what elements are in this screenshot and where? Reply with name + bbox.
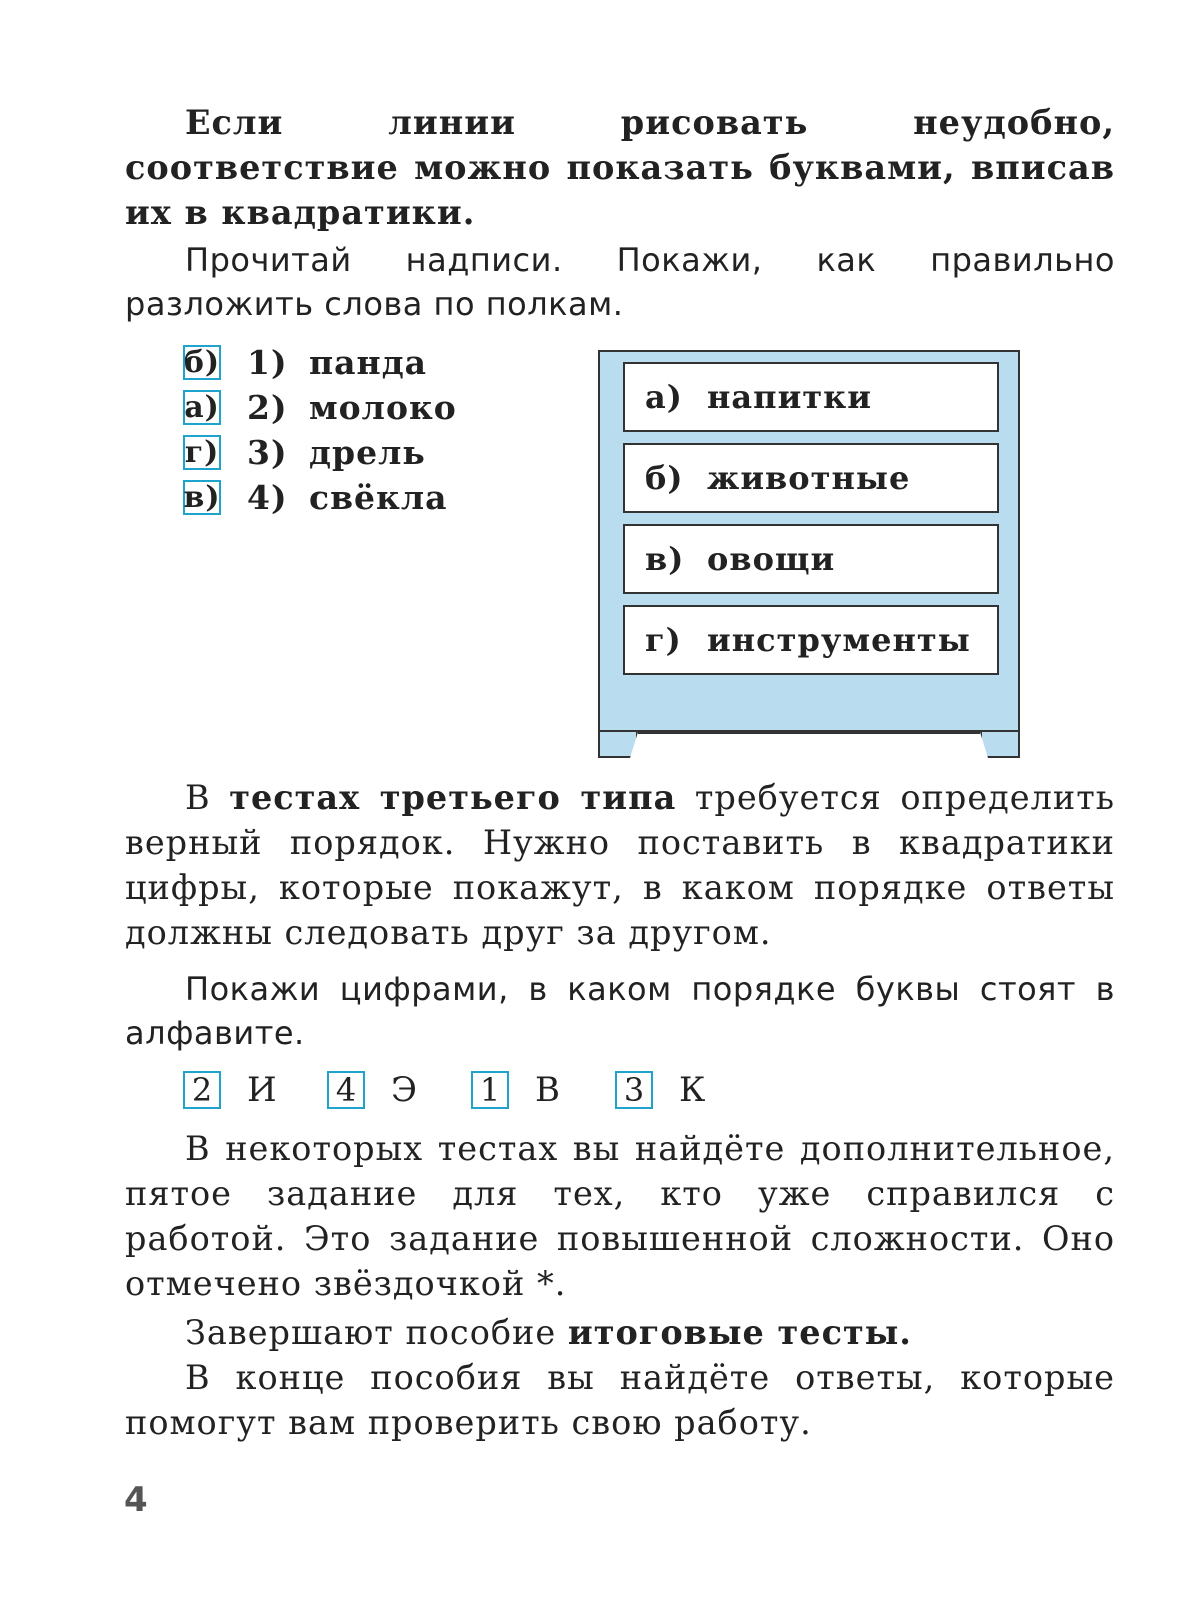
shelf-letter: а) bbox=[645, 378, 683, 416]
list-item bbox=[183, 430, 457, 475]
item-number: 4) bbox=[247, 478, 288, 517]
shelf-item bbox=[623, 524, 999, 594]
cabinet-leg-left bbox=[598, 732, 638, 758]
shelf-letter: б) bbox=[645, 459, 684, 497]
type3-paragraph: В тестах третьего типа требуется определить верный порядок. Нужно поставить в квадратики цифры, которые покажут, в каком порядке ответы должны следовать друг за другом. bbox=[125, 778, 1115, 952]
shelf-letter: в) bbox=[645, 540, 685, 578]
order-row bbox=[183, 1070, 759, 1110]
order-letter: И bbox=[247, 1070, 277, 1110]
answer-box[interactable]: б) bbox=[183, 345, 221, 380]
shelf-item bbox=[623, 605, 999, 675]
page-number: 4 bbox=[124, 1480, 148, 1520]
shelf-label: животные bbox=[707, 459, 911, 497]
final-tests-paragraph: Завершают пособие итоговые тесты. bbox=[185, 1313, 912, 1352]
answer-box[interactable]: а) bbox=[184, 390, 220, 425]
cabinet-leg-right bbox=[980, 732, 1020, 758]
item-word: дрель bbox=[309, 433, 426, 472]
shelf-label: напитки bbox=[707, 378, 872, 416]
list-item bbox=[183, 475, 457, 520]
order-box[interactable]: 1 bbox=[471, 1071, 509, 1109]
shelf-item bbox=[623, 362, 999, 432]
shelf-label: овощи bbox=[707, 540, 836, 578]
extra-task-paragraph: В некоторых тестах вы найдёте дополнительное, пятое задание для тех, кто уже справился с работой. Это задание повышенной сложности. Оно отмечено звёздочкой *. bbox=[125, 1129, 1115, 1303]
item-word: панда bbox=[309, 343, 428, 382]
order-letter: В bbox=[535, 1070, 560, 1110]
item-number: 2) bbox=[247, 388, 288, 427]
shelf-letter: г) bbox=[645, 621, 682, 659]
shelf-item bbox=[623, 443, 999, 513]
answers-paragraph: В конце пособия вы найдёте ответы, которые помогут вам проверить свою работу. bbox=[125, 1358, 1115, 1442]
shelf-label: инструменты bbox=[707, 621, 971, 659]
order-box[interactable]: 4 bbox=[327, 1071, 365, 1109]
type3-term: тестах третьего типа bbox=[229, 778, 677, 817]
task1-instruction: Прочитай надписи. Покажи, как правильно разложить слова по полкам. bbox=[125, 241, 1115, 323]
order-box[interactable]: 2 bbox=[183, 1071, 221, 1109]
answer-box[interactable]: в) bbox=[183, 480, 221, 515]
match-list bbox=[183, 340, 457, 520]
item-number: 1) bbox=[247, 343, 288, 382]
final-tests-term: итоговые тесты. bbox=[567, 1313, 912, 1352]
cabinet-bottom-edge bbox=[638, 732, 980, 734]
list-item bbox=[183, 340, 457, 385]
order-box[interactable]: 3 bbox=[615, 1071, 653, 1109]
list-item bbox=[183, 385, 457, 430]
intro-paragraph: Если линии рисовать неудобно, соответствие можно показать буквами, вписав их в квадратики. bbox=[125, 103, 1115, 232]
task2-instruction: Покажи цифрами, в каком порядке буквы стоят в алфавите. bbox=[125, 970, 1115, 1052]
order-letter: Э bbox=[391, 1070, 418, 1110]
answer-box[interactable]: г) bbox=[184, 435, 220, 470]
item-word: молоко bbox=[309, 388, 457, 427]
item-number: 3) bbox=[247, 433, 288, 472]
item-word: свёкла bbox=[309, 478, 448, 517]
order-letter: К bbox=[679, 1070, 706, 1110]
